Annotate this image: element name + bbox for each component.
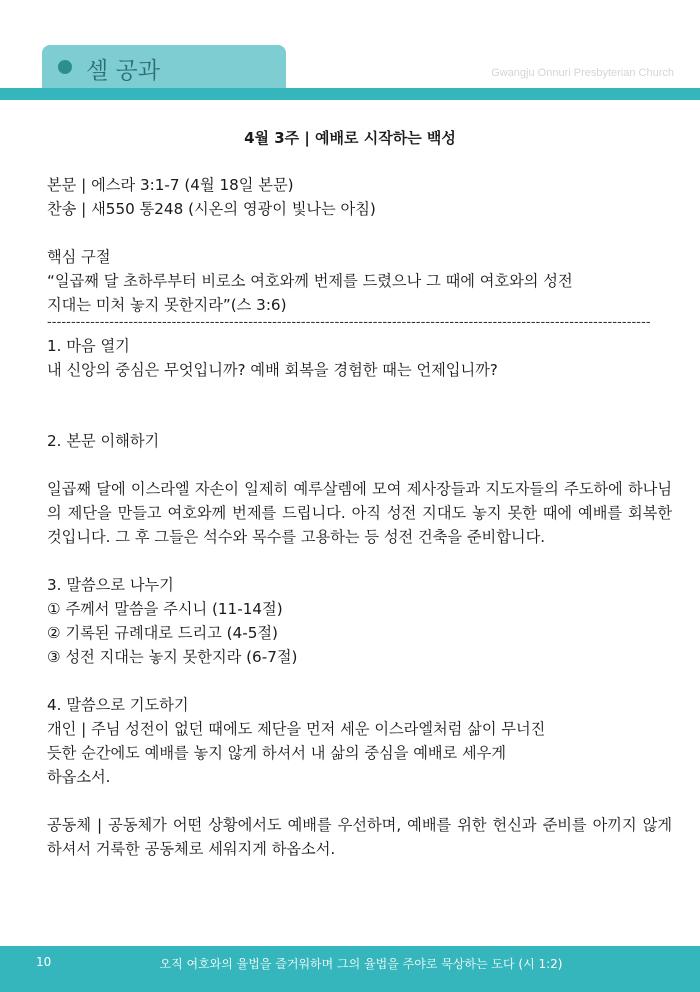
list-item: ② 기록된 규례대로 드리고 (4-5절) <box>47 624 278 642</box>
key-verse-line: 지대는 미처 놓지 못한지라”(스 3:6) <box>47 296 287 314</box>
divider: ------------------------------------------------------------------------------------------------------------------------------ <box>47 315 651 330</box>
section-body: 내 신앙의 중심은 무엇입니까? 예배 회복을 경험한 때는 언제입니까? <box>47 361 498 379</box>
section-heading: 2. 본문 이해하기 <box>47 432 160 450</box>
footer-verse: 오직 여호와의 율법을 즐거워하며 그의 율법을 주야로 묵상하는 도다 (시 1:2) <box>159 957 563 971</box>
section-title: 셀 공과 <box>86 58 160 84</box>
footer-bar <box>0 946 700 992</box>
page-number: 10 <box>36 955 52 969</box>
bullet-dot-icon <box>58 60 72 74</box>
hymn-reference: 찬송 | 새550 통248 (시온의 영광이 빛나는 아침) <box>47 200 376 218</box>
key-verse-line: “일곱째 달 초하루부터 비로소 여호와께 번제를 드렸으나 그 때에 여호와의 성전 <box>47 272 573 290</box>
list-item: ③ 성전 지대는 놓지 못한지라 (6-7절) <box>47 648 298 666</box>
personal-prayer-line: 하옵소서. <box>47 768 111 786</box>
section-body: 일곱째 달에 이스라엘 자손이 일제히 예루살렘에 모여 제사장들과 지도자들의 주도하에 하나님의 제단을 만들고 여호와께 번제를 드립니다. 아직 성전 지대도 놓지 못한 때에 예배를 회복한 것입니다. 그 후 그들은 석수와 목수를 고용하는 등 성전 건축을 준비합니다. <box>47 480 672 546</box>
key-verse-heading: 핵심 구절 <box>47 248 111 266</box>
lesson-content <box>47 173 672 861</box>
personal-prayer-line: 듯한 순간에도 예배를 놓지 않게 하셔서 내 삶의 중심을 예배로 세우게 <box>47 744 507 762</box>
header-accent-bar <box>0 88 700 100</box>
section-heading: 1. 마음 열기 <box>47 337 130 355</box>
community-prayer: 공동체 | 공동체가 어떤 상황에서도 예배를 우선하며, 예배를 위한 헌신과 준비를 아끼지 않게 하셔서 거룩한 공동체로 세워지게 하옵소서. <box>47 816 672 858</box>
lesson-title: 4월 3주 | 예배로 시작하는 백성 <box>244 129 456 147</box>
scripture-reference: 본문 | 에스라 3:1-7 (4월 18일 본문) <box>47 176 294 194</box>
section-tab <box>42 45 286 89</box>
list-item: ① 주께서 말씀을 주시니 (11-14절) <box>47 600 283 618</box>
personal-prayer-line: 개인 | 주님 성전이 없던 때에도 제단을 먼저 세운 이스라엘처럼 삶이 무너진 <box>47 720 546 738</box>
section-heading: 4. 말씀으로 기도하기 <box>47 696 189 714</box>
church-name: Gwangju Onnuri Presbyterian Church <box>491 67 674 79</box>
section-heading: 3. 말씀으로 나누기 <box>47 576 174 594</box>
